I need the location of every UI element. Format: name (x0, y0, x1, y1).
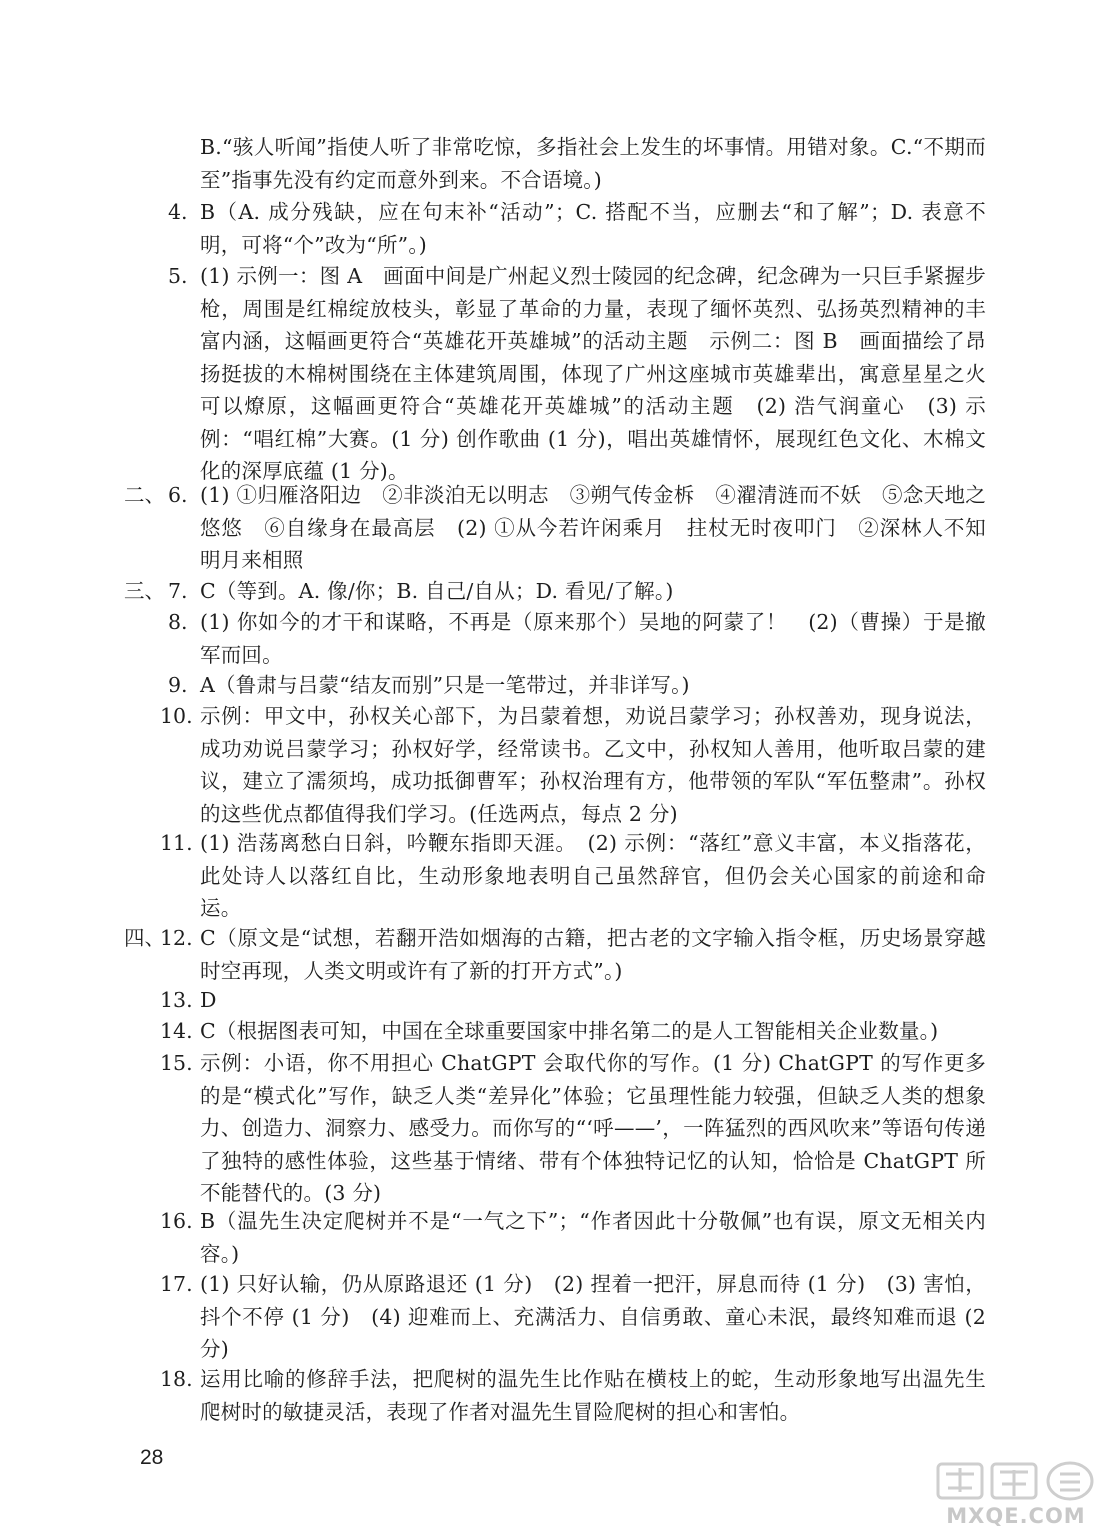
question-number: 7. (168, 579, 188, 603)
answer-item-8 (0, 606, 1110, 667)
answer-text: A（鲁肃与吕蒙“结友而别”只是一笔带过，并非详写。) (200, 673, 690, 697)
answer-text: B.“骇人听闻”指使人听了非常吃惊，多指社会上发生的坏事情。用错对象。C.“不期而至”指事先没有约定而意外到来。不合语境。) (200, 135, 986, 192)
answer-item-9 (0, 669, 1110, 697)
answer-text: (1) ①归雁洛阳边 ②非淡泊无以明志 ③朔气传金柝 ④濯清涟而不妖 ⑤念天地之悠悠 ⑥自缘身在最高层 (2) ①从今若许闲乘月 拄杖无时夜叩门 ②深林人不知 明月来相照 (200, 483, 1007, 572)
answer-item-13 (0, 984, 1110, 1012)
answer-item-12 (0, 922, 1110, 983)
question-number: 14. (160, 1019, 193, 1043)
answer-text: (1) 浩荡离愁白日斜，吟鞭东指即天涯。 (2) 示例：“落红”意义丰富，本义指落花，此处诗人以落红自比，生动形象地表明自己虽然辞官，但仍会关心国家的前途和命运。 (200, 831, 986, 920)
answer-text: C（原文是“试想，若翻开浩如烟海的古籍，把古老的文字输入指令框，历史场景穿越时空再现，人类文明或许有了新的打开方式”。) (200, 926, 986, 983)
section-marker: 三、 (124, 579, 165, 603)
question-number: 16. (160, 1209, 193, 1233)
answer-text: B（A. 成分残缺，应在句末补“活动”；C. 搭配不当，应删去“和了解”；D. 表意不明，可将“个”改为“所”。) (200, 200, 986, 257)
answer-text: (1) 只好认输，仍从原路退还 (1 分) (2) 捏着一把汗，屏息而待 (1 分) (3) 害怕，抖个不停 (1 分) (4) 迎难而上、充满活力、自信勇敢、童心未泯，最终知难而退 (2 分) (200, 1272, 986, 1361)
question-number: 15. (160, 1051, 193, 1075)
answer-item-5 (0, 260, 1110, 483)
watermark (930, 1458, 1102, 1532)
question-number: 17. (160, 1272, 193, 1296)
answer-item-4 (0, 196, 1110, 257)
answer-item-16 (0, 1205, 1110, 1266)
answer-item-10 (0, 700, 1110, 826)
question-number: 10. (160, 704, 193, 728)
answer-text: D (200, 988, 217, 1012)
answer-text: 示例：小语，你不用担心 ChatGPT 会取代你的写作。(1 分) ChatGPT 的写作更多的是“模式化”写作，缺乏人类“差异化”体验；它虽理性能力较强，但缺乏人类的想象力、创造力、洞察力、感受力。而你写的“‘呼——’，一阵猛烈的西风吹来”等语句传递了独特的感性体验，这些基于情绪、带有个体独特记忆的认知，恰恰是 ChatGPT 所不能替代的。(3 分) (200, 1051, 986, 1205)
question-number: 18. (160, 1367, 193, 1391)
answer-text: C（根据图表可知，中国在全球重要国家中排名第二的是人工智能相关企业数量。) (200, 1019, 939, 1043)
watermark-logo (934, 1458, 1098, 1502)
question-number: 8. (168, 610, 188, 634)
question-number: 11. (160, 831, 193, 855)
answer-item-18 (0, 1363, 1110, 1424)
answer-text: (1) 示例一：图 A 画面中间是广州起义烈士陵园的纪念碑，纪念碑为一只巨手紧握步枪，周围是红棉绽放枝头，彰显了革命的力量，表现了缅怀英烈、弘扬英烈精神的丰富内涵，这幅画更符合“英雄花开英雄城”的活动主题 示例二：图 B 画面描绘了昂扬挺拔的木棉树围绕在主体建筑周围，体现了广州这座城市英雄辈出，寓意星星之火可以燎原，这幅画更符合“英雄花开英雄城”的活动主题 (2) 浩气润童心 (3) 示例：“唱红棉”大赛。(1 分) 创作歌曲 (1 分)，唱出英雄情怀，展现红色文化、木棉文化的深厚底蕴 (1 分)。 (200, 264, 986, 483)
answer-text: 示例：甲文中，孙权关心部下，为吕蒙着想，劝说吕蒙学习；孙权善劝，现身说法，成功劝说吕蒙学习；孙权好学，经常读书。乙文中，孙权知人善用，他听取吕蒙的建议，建立了濡须坞，成功抵御曹军；孙权治理有方，他带领的军队“军伍整肃”。孙权的这些优点都值得我们学习。(任选两点，每点 2 分) (200, 704, 986, 826)
answer-item-11 (0, 827, 1110, 920)
section-marker: 二、 (124, 483, 165, 507)
question-number: 4. (168, 200, 188, 224)
question-number: 13. (160, 988, 193, 1012)
answer-item-15 (0, 1047, 1110, 1205)
watermark-url: MXQE.COM (946, 1504, 1086, 1528)
answer-text: B（温先生决定爬树并不是“一气之下”；“作者因此十分敬佩”也有误，原文无相关内容。) (200, 1209, 986, 1266)
answer-text: C（等到。A. 像/你；B. 自己/自从；D. 看见/了解。) (200, 579, 674, 603)
section-marker: 四、 (124, 926, 165, 950)
answer-text: (1) 你如今的才干和谋略，不再是（原来那个）吴地的阿蒙了！ (2)（曹操）于是撤军而回。 (200, 610, 986, 667)
question-number: 9. (168, 673, 188, 697)
question-number: 5. (168, 264, 188, 288)
answer-text: 运用比喻的修辞手法，把爬树的温先生比作贴在横枝上的蛇，生动形象地写出温先生爬树时的敏捷灵活，表现了作者对温先生冒险爬树的担心和害怕。 (200, 1367, 986, 1424)
question-number: 6. (168, 483, 188, 507)
answer-item-14 (0, 1015, 1110, 1043)
answer-item-17 (0, 1268, 1110, 1361)
page-number: 28 (140, 1446, 164, 1469)
answer-item-3-cont (0, 131, 1110, 192)
question-number: 12. (160, 926, 193, 950)
answer-item-7 (0, 575, 1110, 603)
answer-item-6 (0, 479, 1110, 572)
